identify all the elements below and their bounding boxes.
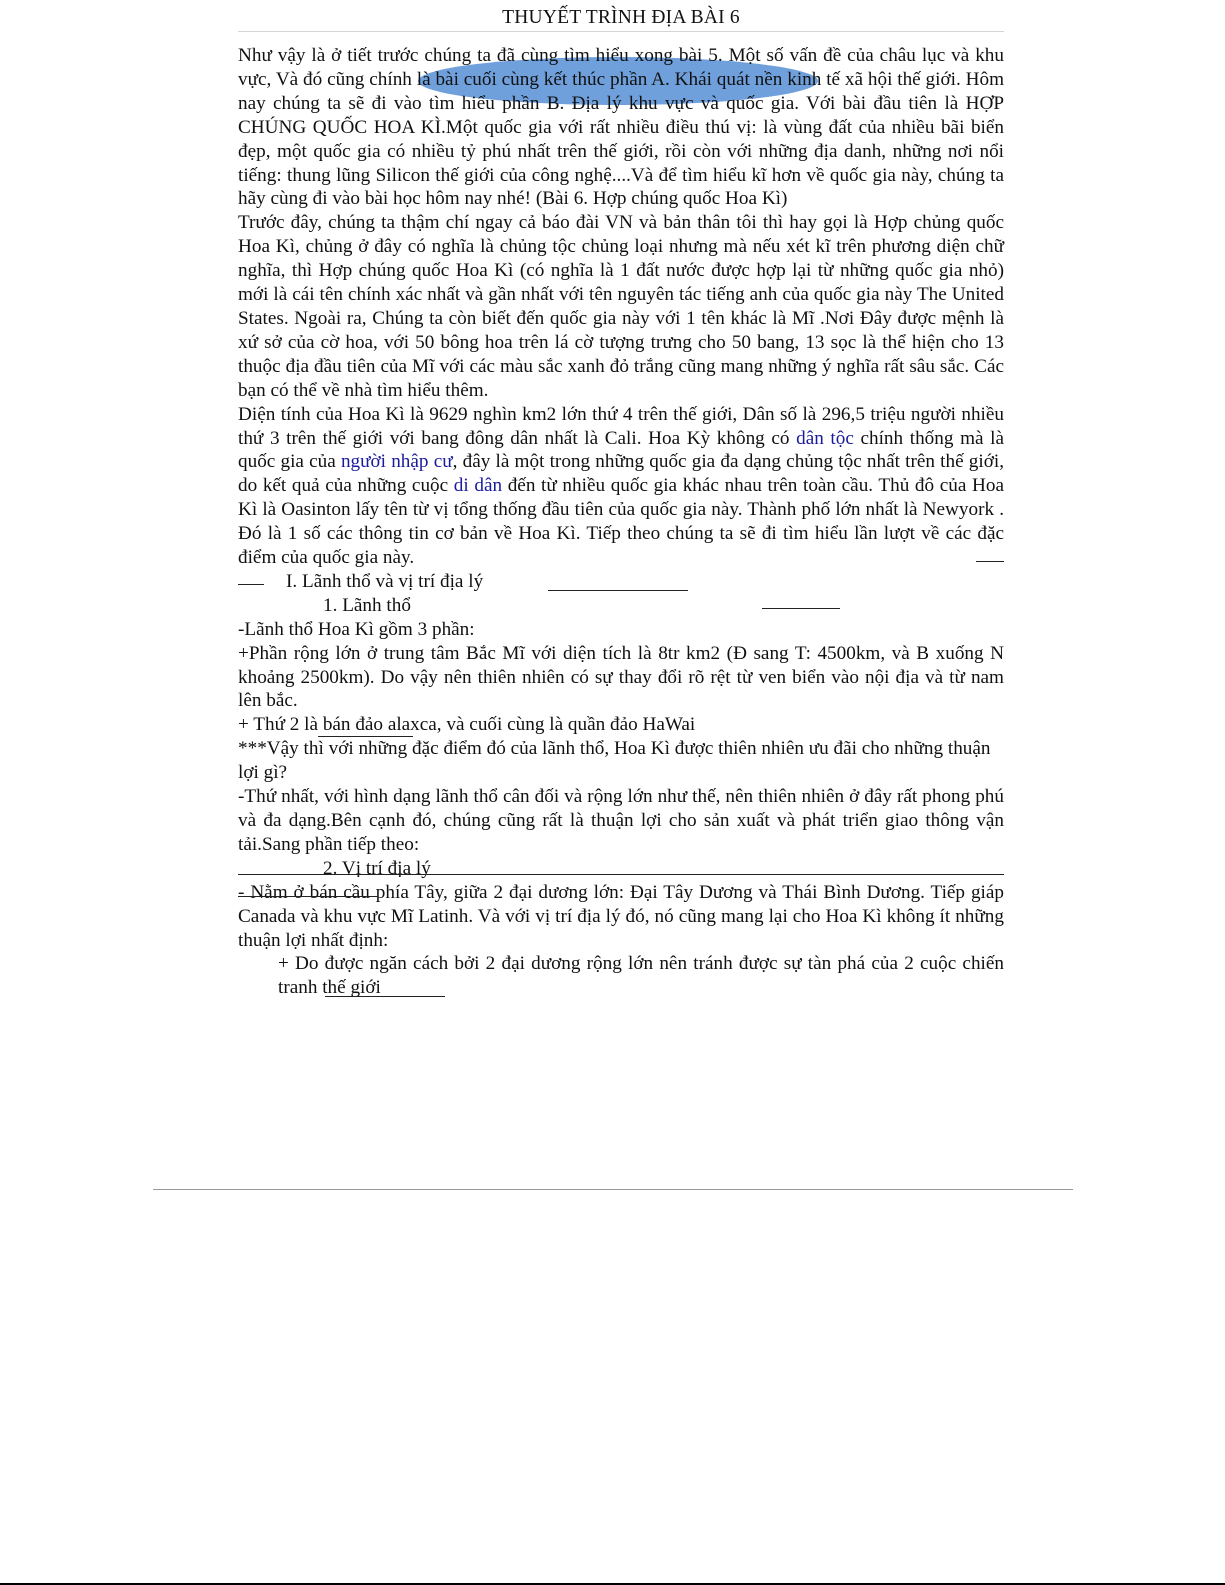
document-body <box>238 44 1004 1000</box>
name-paragraph: Trước đây, chúng ta thậm chí ngay cả báo đài VN và bản thân tôi thì hay gọi là Hợp chủng quốc Hoa Kì, chủng ở đây có nghĩa là chủng tộc chủng loại nhưng mà nếu xét kĩ trên phương diện chữ nghĩa, thì Hợp chúng quốc Hoa Kì (có nghĩa là 1 đất nước được hợp lại từ những quốc gia nhỏ) mới là cái tên chính xác nhất và gần nhất với tên nguyên tác tiếng anh của quốc gia này The United States. Ngoài ra, Chúng ta còn biết đến quốc gia này với 1 tên khác là Mĩ .Nơi Đây được mệnh là xứ sở của cờ hoa, với 50 bông hoa trên lá cờ tượng trưng cho 50 bang, 13 sọc là thể hiện cho 13 thuộc địa đầu tiên của Mĩ với các màu sắc xanh đỏ trắng cũng mang những ý nghĩa rất sâu sắc. Các bạn có thể về nhà tìm hiểu thêm. <box>238 212 1004 401</box>
territory-lead: -Lãnh thổ Hoa Kì gồm 3 phần: <box>238 618 475 640</box>
territory-part-2: + Thứ 2 là bán đảo alaxca, và cuối cùng là quần đảo HaWai <box>238 714 696 736</box>
intro-paragraph: Như vậy là ở tiết trước chúng ta đã cùng tìm hiểu xong bài 5. Một số vấn đề của châu lục và khu vực, Và đó cũng chính là bài cuối cùng kết thúc phần A. Khái quát nền kinh tế xã hội thế giới. Hôm nay chúng ta sẽ đi vào tìm hiểu phần B. Địa lý khu vực và quốc gia. Với bài đầu tiên là HỢP CHÚNG QUỐC HOA KÌ.Một quốc gia với rất nhiều điều thú vị: là vùng đất của nhiều bãi biển đẹp, một quốc gia có nhiều tỷ phú nhất trên thế giới, rồi còn với những địa danh, những nơi nổi tiếng: thung lũng Silicon thế giới của công nghệ....Và để tìm hiểu kĩ hơn về quốc gia này, chúng ta hãy cùng đi vào bài học hôm nay nhé! (Bài 6. Hợp chúng quốc Hoa Kì) <box>238 45 1004 210</box>
link-dan-toc[interactable]: dân tộc <box>796 427 854 449</box>
pen-mark <box>238 584 264 585</box>
pen-mark <box>238 896 378 897</box>
territory-part-1: +Phần rộng lớn ở trung tâm Bắc Mĩ với diện tích là 8tr km2 (Đ sang T: 4500km, và B xuống N khoảng 2500km). Do vậy nên thiên nhiên có sự thay đổi rõ rệt từ ven biển vào nội địa và từ nam lên bắc. <box>238 642 1004 712</box>
pen-mark <box>238 874 1004 875</box>
page-footer-divider <box>153 1189 1073 1190</box>
page-title: THUYẾT TRÌNH ĐỊA BÀI 6 <box>502 7 740 28</box>
benefit-1: + Do được ngăn cách bởi 2 đại dương rộng lớn nên tránh được sự tàn phá của 2 cuộc chiến tranh thế giới <box>278 953 1004 999</box>
pen-mark <box>762 608 840 609</box>
facts-text-4: đến từ nhiều quốc gia khác nhau trên toàn cầu. Thủ đô của Hoa Kì là Oasinton lấy tên từ vị tổng thống đầu tiên của quốc gia này. Thành phố lớn nhất là Newyork . Đó là 1 số các thông tin cơ bản về Hoa Kì. Tiếp theo chúng ta sẽ đi tìm hiểu lần lượt về các đặc điểm của quốc gia này. <box>238 475 1004 569</box>
link-di-dan[interactable]: di dân <box>453 475 503 497</box>
facts-text-3: , đây là một trong những quốc gia đa dạng chủng tộc nhất trên thế giới, do kết quả của những cuộc <box>238 451 1004 497</box>
facts-text-1: Diện tính của Hoa Kì là 9629 nghìn km2 lớn thứ 4 trên thế giới, Dân số là 296,5 triệu người nhiều thứ 3 trên thế giới với bang đông dân nhất là Cali. Hoa Kỳ không có <box>238 403 1004 449</box>
subheading-territory: 1. Lãnh thổ <box>323 594 411 616</box>
question-paragraph: ***Vậy thì với những đặc điểm đó của lãnh thổ, Hoa Kì được thiên nhiên ưu đãi cho những thuận lợi gì? <box>238 738 991 784</box>
location-paragraph: - Nằm ở bán cầu phía Tây, giữa 2 đại dương lớn: Đại Tây Dương và Thái Bình Dương. Tiếp giáp Canada và khu vực Mĩ Latinh. Và với vị trí địa lý đó, nó cũng mang lại cho Hoa Kì không ít những thuận lợi nhất định: <box>238 881 1004 951</box>
subheading-location: 2. Vị trí địa lý <box>323 857 431 879</box>
title-divider <box>238 31 1004 32</box>
link-nguoi-nhap-cu[interactable]: người nhập cư <box>340 451 453 473</box>
pen-mark <box>325 996 445 997</box>
pen-mark <box>976 561 1004 562</box>
section-heading-territory-location: I. Lãnh thổ và vị trí địa lý <box>286 570 484 592</box>
pen-mark <box>318 736 413 737</box>
facts-paragraph <box>238 403 1004 570</box>
facts-text-2: chính thống mà là quốc gia của <box>238 427 1004 473</box>
pen-mark <box>548 590 688 591</box>
answer-paragraph: -Thứ nhất, với hình dạng lãnh thổ cân đối và rộng lớn như thế, nên thiên nhiên ở đây rất phong phú và đa dạng.Bên cạnh đó, chúng cũng rất là thuận lợi cho sản xuất và phát triển giao thông vận tải.Sang phần tiếp theo: <box>238 786 1004 855</box>
